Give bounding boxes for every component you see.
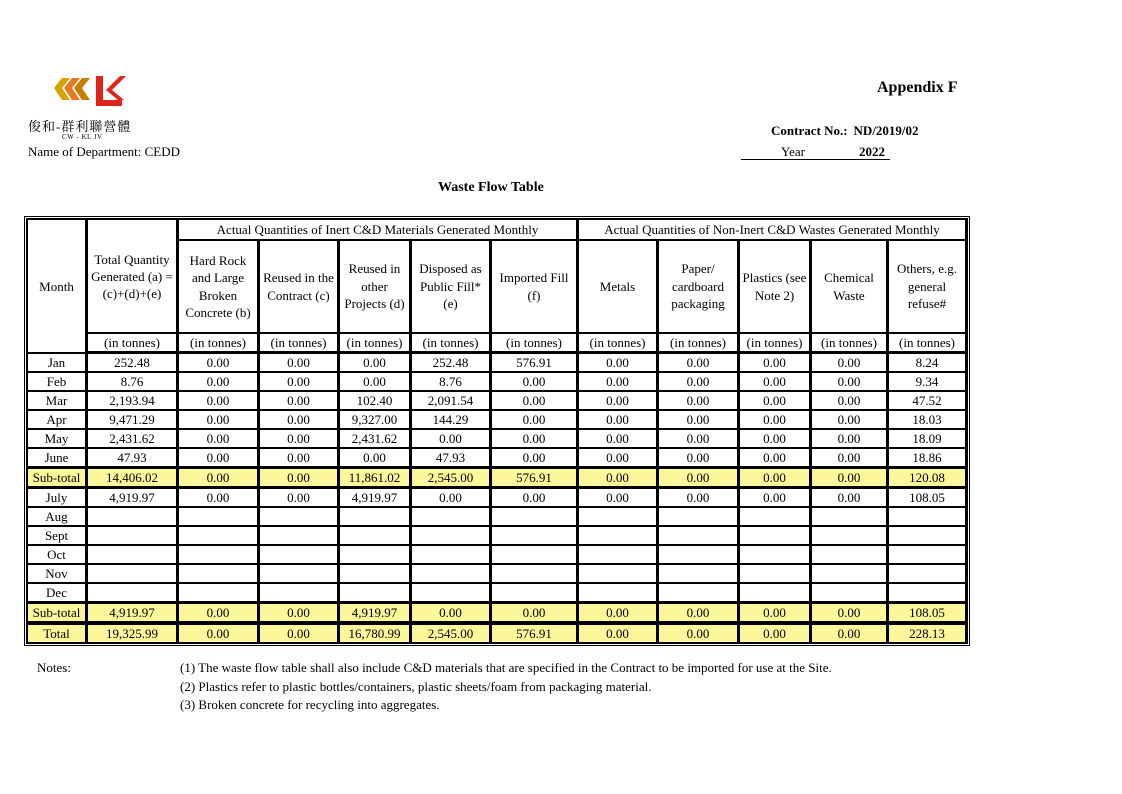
appendix-label: Appendix F bbox=[877, 79, 958, 96]
value-cell bbox=[888, 564, 967, 583]
value-cell bbox=[411, 507, 491, 526]
value-cell: 0.00 bbox=[811, 429, 888, 448]
table-row bbox=[27, 467, 967, 488]
value-cell: 0.00 bbox=[578, 602, 658, 623]
value-cell: 0.00 bbox=[411, 488, 491, 507]
value-cell bbox=[87, 507, 178, 526]
note-3: (3) Broken concrete for recycling into aggregates. bbox=[180, 697, 440, 712]
value-cell: 0.00 bbox=[259, 467, 339, 488]
unit-label: (in tonnes) bbox=[339, 333, 411, 353]
notes-label: Notes: bbox=[37, 660, 71, 675]
column-header-10: Chemical Waste bbox=[811, 240, 888, 333]
value-cell: 2,431.62 bbox=[87, 429, 178, 448]
value-cell: 4,919.97 bbox=[87, 488, 178, 507]
value-cell: 0.00 bbox=[811, 602, 888, 623]
value-cell: 0.00 bbox=[658, 467, 739, 488]
unit-label: (in tonnes) bbox=[739, 333, 811, 353]
value-cell bbox=[491, 583, 578, 602]
value-cell: 0.00 bbox=[178, 488, 259, 507]
value-cell: 0.00 bbox=[491, 429, 578, 448]
value-cell: 8.76 bbox=[411, 372, 491, 391]
value-cell bbox=[888, 545, 967, 564]
value-cell: 0.00 bbox=[339, 372, 411, 391]
month-header: Month bbox=[27, 219, 87, 353]
value-cell: 2,545.00 bbox=[411, 467, 491, 488]
value-cell bbox=[411, 583, 491, 602]
month-cell: Oct bbox=[27, 545, 87, 564]
value-cell: 102.40 bbox=[339, 391, 411, 410]
value-cell: 0.00 bbox=[578, 429, 658, 448]
table-row bbox=[27, 583, 967, 602]
value-cell bbox=[259, 583, 339, 602]
value-cell: 47.93 bbox=[87, 448, 178, 467]
column-header-5: Disposed as Public Fill* (e) bbox=[411, 240, 491, 333]
value-cell: 0.00 bbox=[491, 602, 578, 623]
column-header-11: Others, e.g. general refuse# bbox=[888, 240, 967, 333]
value-cell bbox=[87, 545, 178, 564]
column-header-9: Plastics (see Note 2) bbox=[739, 240, 811, 333]
contract-label: Contract No.: bbox=[771, 123, 848, 138]
value-cell bbox=[811, 545, 888, 564]
value-cell bbox=[658, 507, 739, 526]
table-row bbox=[27, 448, 967, 467]
column-header-2: Hard Rock and Large Broken Concrete (b) bbox=[178, 240, 259, 333]
value-cell: 0.00 bbox=[259, 410, 339, 429]
value-cell: 18.86 bbox=[888, 448, 967, 467]
value-cell: 9.34 bbox=[888, 372, 967, 391]
value-cell: 4,919.97 bbox=[339, 602, 411, 623]
value-cell: 0.00 bbox=[491, 488, 578, 507]
inert-group-header: Actual Quantities of Inert C&D Materials Generated Monthly bbox=[178, 219, 578, 240]
month-cell: Feb bbox=[27, 372, 87, 391]
value-cell bbox=[411, 564, 491, 583]
company-logo bbox=[54, 74, 126, 108]
value-cell bbox=[411, 526, 491, 545]
waste-flow-table bbox=[24, 216, 970, 646]
month-cell: July bbox=[27, 488, 87, 507]
value-cell: 0.00 bbox=[658, 391, 739, 410]
value-cell: 0.00 bbox=[578, 448, 658, 467]
year-field bbox=[741, 142, 890, 160]
value-cell: 144.29 bbox=[411, 410, 491, 429]
table-row bbox=[27, 545, 967, 564]
value-cell: 0.00 bbox=[658, 448, 739, 467]
value-cell bbox=[178, 507, 259, 526]
value-cell bbox=[259, 526, 339, 545]
value-cell: 2,545.00 bbox=[411, 623, 491, 643]
value-cell: 0.00 bbox=[578, 353, 658, 372]
value-cell: 0.00 bbox=[578, 488, 658, 507]
value-cell bbox=[87, 526, 178, 545]
value-cell: 19,325.99 bbox=[87, 623, 178, 643]
value-cell: 0.00 bbox=[811, 488, 888, 507]
table-row bbox=[27, 602, 967, 623]
value-cell: 576.91 bbox=[491, 353, 578, 372]
value-cell: 47.52 bbox=[888, 391, 967, 410]
value-cell: 0.00 bbox=[811, 448, 888, 467]
value-cell bbox=[339, 526, 411, 545]
month-cell: Dec bbox=[27, 583, 87, 602]
table-row bbox=[27, 507, 967, 526]
value-cell: 0.00 bbox=[739, 391, 811, 410]
table-row bbox=[27, 429, 967, 448]
column-header-8: Paper/ cardboard packaging bbox=[658, 240, 739, 333]
value-cell: 0.00 bbox=[739, 623, 811, 643]
year-value: 2022 bbox=[859, 144, 885, 159]
value-cell: 18.03 bbox=[888, 410, 967, 429]
unit-label: (in tonnes) bbox=[491, 333, 578, 353]
month-cell: Sept bbox=[27, 526, 87, 545]
table-row bbox=[27, 564, 967, 583]
value-cell bbox=[888, 507, 967, 526]
value-cell bbox=[739, 564, 811, 583]
month-cell: Aug bbox=[27, 507, 87, 526]
value-cell: 0.00 bbox=[658, 429, 739, 448]
value-cell: 0.00 bbox=[178, 467, 259, 488]
value-cell: 0.00 bbox=[259, 623, 339, 643]
value-cell: 0.00 bbox=[259, 353, 339, 372]
unit-label: (in tonnes) bbox=[811, 333, 888, 353]
value-cell bbox=[178, 545, 259, 564]
value-cell: 9,327.00 bbox=[339, 410, 411, 429]
value-cell bbox=[339, 583, 411, 602]
value-cell: 0.00 bbox=[259, 372, 339, 391]
value-cell: 16,780.99 bbox=[339, 623, 411, 643]
value-cell: 14,406.02 bbox=[87, 467, 178, 488]
value-cell bbox=[491, 564, 578, 583]
month-cell: Total bbox=[27, 623, 87, 643]
value-cell: 0.00 bbox=[811, 372, 888, 391]
value-cell: 0.00 bbox=[739, 353, 811, 372]
value-cell: 108.05 bbox=[888, 602, 967, 623]
value-cell: 0.00 bbox=[739, 410, 811, 429]
unit-label: (in tonnes) bbox=[888, 333, 967, 353]
value-cell bbox=[491, 526, 578, 545]
note-1: (1) The waste flow table shall also include C&D materials that are specified in the Contract to be imported for use at the Site. bbox=[180, 660, 832, 675]
year-label: Year bbox=[781, 144, 805, 159]
value-cell: 0.00 bbox=[811, 467, 888, 488]
value-cell: 0.00 bbox=[411, 429, 491, 448]
value-cell bbox=[739, 526, 811, 545]
table-title: Waste Flow Table bbox=[438, 180, 544, 195]
unit-label: (in tonnes) bbox=[178, 333, 259, 353]
value-cell bbox=[259, 545, 339, 564]
value-cell: 0.00 bbox=[491, 410, 578, 429]
value-cell bbox=[888, 583, 967, 602]
value-cell bbox=[87, 564, 178, 583]
month-cell: Sub-total bbox=[27, 467, 87, 488]
month-cell: Nov bbox=[27, 564, 87, 583]
value-cell: 0.00 bbox=[259, 391, 339, 410]
value-cell: 0.00 bbox=[259, 602, 339, 623]
table-row bbox=[27, 488, 967, 507]
value-cell bbox=[178, 564, 259, 583]
value-cell bbox=[888, 526, 967, 545]
value-cell: 11,861.02 bbox=[339, 467, 411, 488]
value-cell: 0.00 bbox=[259, 488, 339, 507]
value-cell: 0.00 bbox=[178, 372, 259, 391]
column-header-3: Reused in the Contract (c) bbox=[259, 240, 339, 333]
unit-label: (in tonnes) bbox=[578, 333, 658, 353]
unit-label: (in tonnes) bbox=[259, 333, 339, 353]
value-cell bbox=[739, 507, 811, 526]
value-cell: 0.00 bbox=[811, 391, 888, 410]
value-cell bbox=[811, 507, 888, 526]
unit-label: (in tonnes) bbox=[658, 333, 739, 353]
value-cell: 4,919.97 bbox=[339, 488, 411, 507]
month-cell: Sub-total bbox=[27, 602, 87, 623]
value-cell: 0.00 bbox=[178, 410, 259, 429]
value-cell: 0.00 bbox=[811, 353, 888, 372]
value-cell: 0.00 bbox=[739, 372, 811, 391]
value-cell: 0.00 bbox=[491, 448, 578, 467]
table-row bbox=[27, 353, 967, 372]
value-cell bbox=[658, 545, 739, 564]
value-cell: 252.48 bbox=[411, 353, 491, 372]
table-row bbox=[27, 391, 967, 410]
value-cell: 0.00 bbox=[739, 467, 811, 488]
value-cell: 0.00 bbox=[178, 429, 259, 448]
department-name: Name of Department: CEDD bbox=[28, 144, 180, 159]
table-row bbox=[27, 410, 967, 429]
month-cell: May bbox=[27, 429, 87, 448]
note-2: (2) Plastics refer to plastic bottles/containers, plastic sheets/foam from packaging material. bbox=[180, 679, 652, 694]
value-cell bbox=[658, 526, 739, 545]
month-cell: Jan bbox=[27, 353, 87, 372]
value-cell: 0.00 bbox=[178, 623, 259, 643]
value-cell: 0.00 bbox=[739, 448, 811, 467]
value-cell bbox=[811, 583, 888, 602]
value-cell bbox=[178, 583, 259, 602]
value-cell: 0.00 bbox=[578, 623, 658, 643]
value-cell: 120.08 bbox=[888, 467, 967, 488]
value-cell: 0.00 bbox=[658, 372, 739, 391]
month-cell: June bbox=[27, 448, 87, 467]
value-cell: 0.00 bbox=[178, 391, 259, 410]
value-cell bbox=[578, 583, 658, 602]
noninert-group-header: Actual Quantities of Non-Inert C&D Wastes Generated Monthly bbox=[578, 219, 967, 240]
value-cell bbox=[491, 507, 578, 526]
value-cell: 2,091.54 bbox=[411, 391, 491, 410]
value-cell: 0.00 bbox=[411, 602, 491, 623]
value-cell: 0.00 bbox=[739, 429, 811, 448]
company-abbreviation: CW - KL JV bbox=[62, 133, 103, 141]
value-cell: 0.00 bbox=[811, 410, 888, 429]
value-cell: 576.91 bbox=[491, 467, 578, 488]
value-cell: 0.00 bbox=[658, 602, 739, 623]
value-cell: 0.00 bbox=[578, 467, 658, 488]
value-cell bbox=[578, 564, 658, 583]
column-header-7: Metals bbox=[578, 240, 658, 333]
value-cell: 0.00 bbox=[259, 448, 339, 467]
value-cell: 2,431.62 bbox=[339, 429, 411, 448]
table-row bbox=[27, 372, 967, 391]
value-cell: 576.91 bbox=[491, 623, 578, 643]
company-chinese-name: 俊和-群利聯營體 bbox=[28, 119, 132, 134]
value-cell: 8.76 bbox=[87, 372, 178, 391]
value-cell: 47.93 bbox=[411, 448, 491, 467]
value-cell bbox=[578, 545, 658, 564]
value-cell: 0.00 bbox=[339, 448, 411, 467]
column-header-6: Imported Fill (f) bbox=[491, 240, 578, 333]
value-cell: 0.00 bbox=[578, 410, 658, 429]
value-cell bbox=[658, 583, 739, 602]
value-cell bbox=[411, 545, 491, 564]
month-cell: Apr bbox=[27, 410, 87, 429]
value-cell bbox=[811, 564, 888, 583]
contract-value: ND/2019/02 bbox=[853, 123, 919, 138]
value-cell bbox=[739, 545, 811, 564]
value-cell bbox=[259, 507, 339, 526]
value-cell bbox=[811, 526, 888, 545]
value-cell: 228.13 bbox=[888, 623, 967, 643]
value-cell: 108.05 bbox=[888, 488, 967, 507]
value-cell: 0.00 bbox=[739, 488, 811, 507]
value-cell: 9,471.29 bbox=[87, 410, 178, 429]
value-cell: 0.00 bbox=[658, 410, 739, 429]
value-cell: 0.00 bbox=[339, 353, 411, 372]
value-cell: 0.00 bbox=[178, 353, 259, 372]
value-cell: 0.00 bbox=[739, 602, 811, 623]
value-cell bbox=[339, 564, 411, 583]
value-cell bbox=[87, 583, 178, 602]
value-cell: 0.00 bbox=[658, 353, 739, 372]
value-cell: 18.09 bbox=[888, 429, 967, 448]
unit-label: (in tonnes) bbox=[411, 333, 491, 353]
value-cell: 0.00 bbox=[178, 448, 259, 467]
contract-number bbox=[771, 123, 919, 139]
month-cell: Mar bbox=[27, 391, 87, 410]
value-cell: 252.48 bbox=[87, 353, 178, 372]
value-cell bbox=[491, 545, 578, 564]
value-cell bbox=[178, 526, 259, 545]
value-cell bbox=[578, 507, 658, 526]
value-cell: 0.00 bbox=[491, 391, 578, 410]
value-cell: 0.00 bbox=[811, 623, 888, 643]
value-cell: 8.24 bbox=[888, 353, 967, 372]
value-cell: 0.00 bbox=[658, 488, 739, 507]
value-cell bbox=[339, 507, 411, 526]
column-header-1: Total Quantity Generated (a) = (c)+(d)+(e) bbox=[87, 219, 178, 333]
value-cell bbox=[259, 564, 339, 583]
unit-label: (in tonnes) bbox=[87, 333, 178, 353]
value-cell: 0.00 bbox=[658, 623, 739, 643]
value-cell: 0.00 bbox=[491, 372, 578, 391]
value-cell bbox=[658, 564, 739, 583]
value-cell: 0.00 bbox=[578, 391, 658, 410]
value-cell bbox=[739, 583, 811, 602]
table-row bbox=[27, 526, 967, 545]
value-cell: 4,919.97 bbox=[87, 602, 178, 623]
value-cell: 0.00 bbox=[259, 429, 339, 448]
value-cell: 2,193.94 bbox=[87, 391, 178, 410]
value-cell: 0.00 bbox=[178, 602, 259, 623]
column-header-4: Reused in other Projects (d) bbox=[339, 240, 411, 333]
table-row bbox=[27, 623, 967, 643]
value-cell bbox=[578, 526, 658, 545]
value-cell: 0.00 bbox=[578, 372, 658, 391]
value-cell bbox=[339, 545, 411, 564]
